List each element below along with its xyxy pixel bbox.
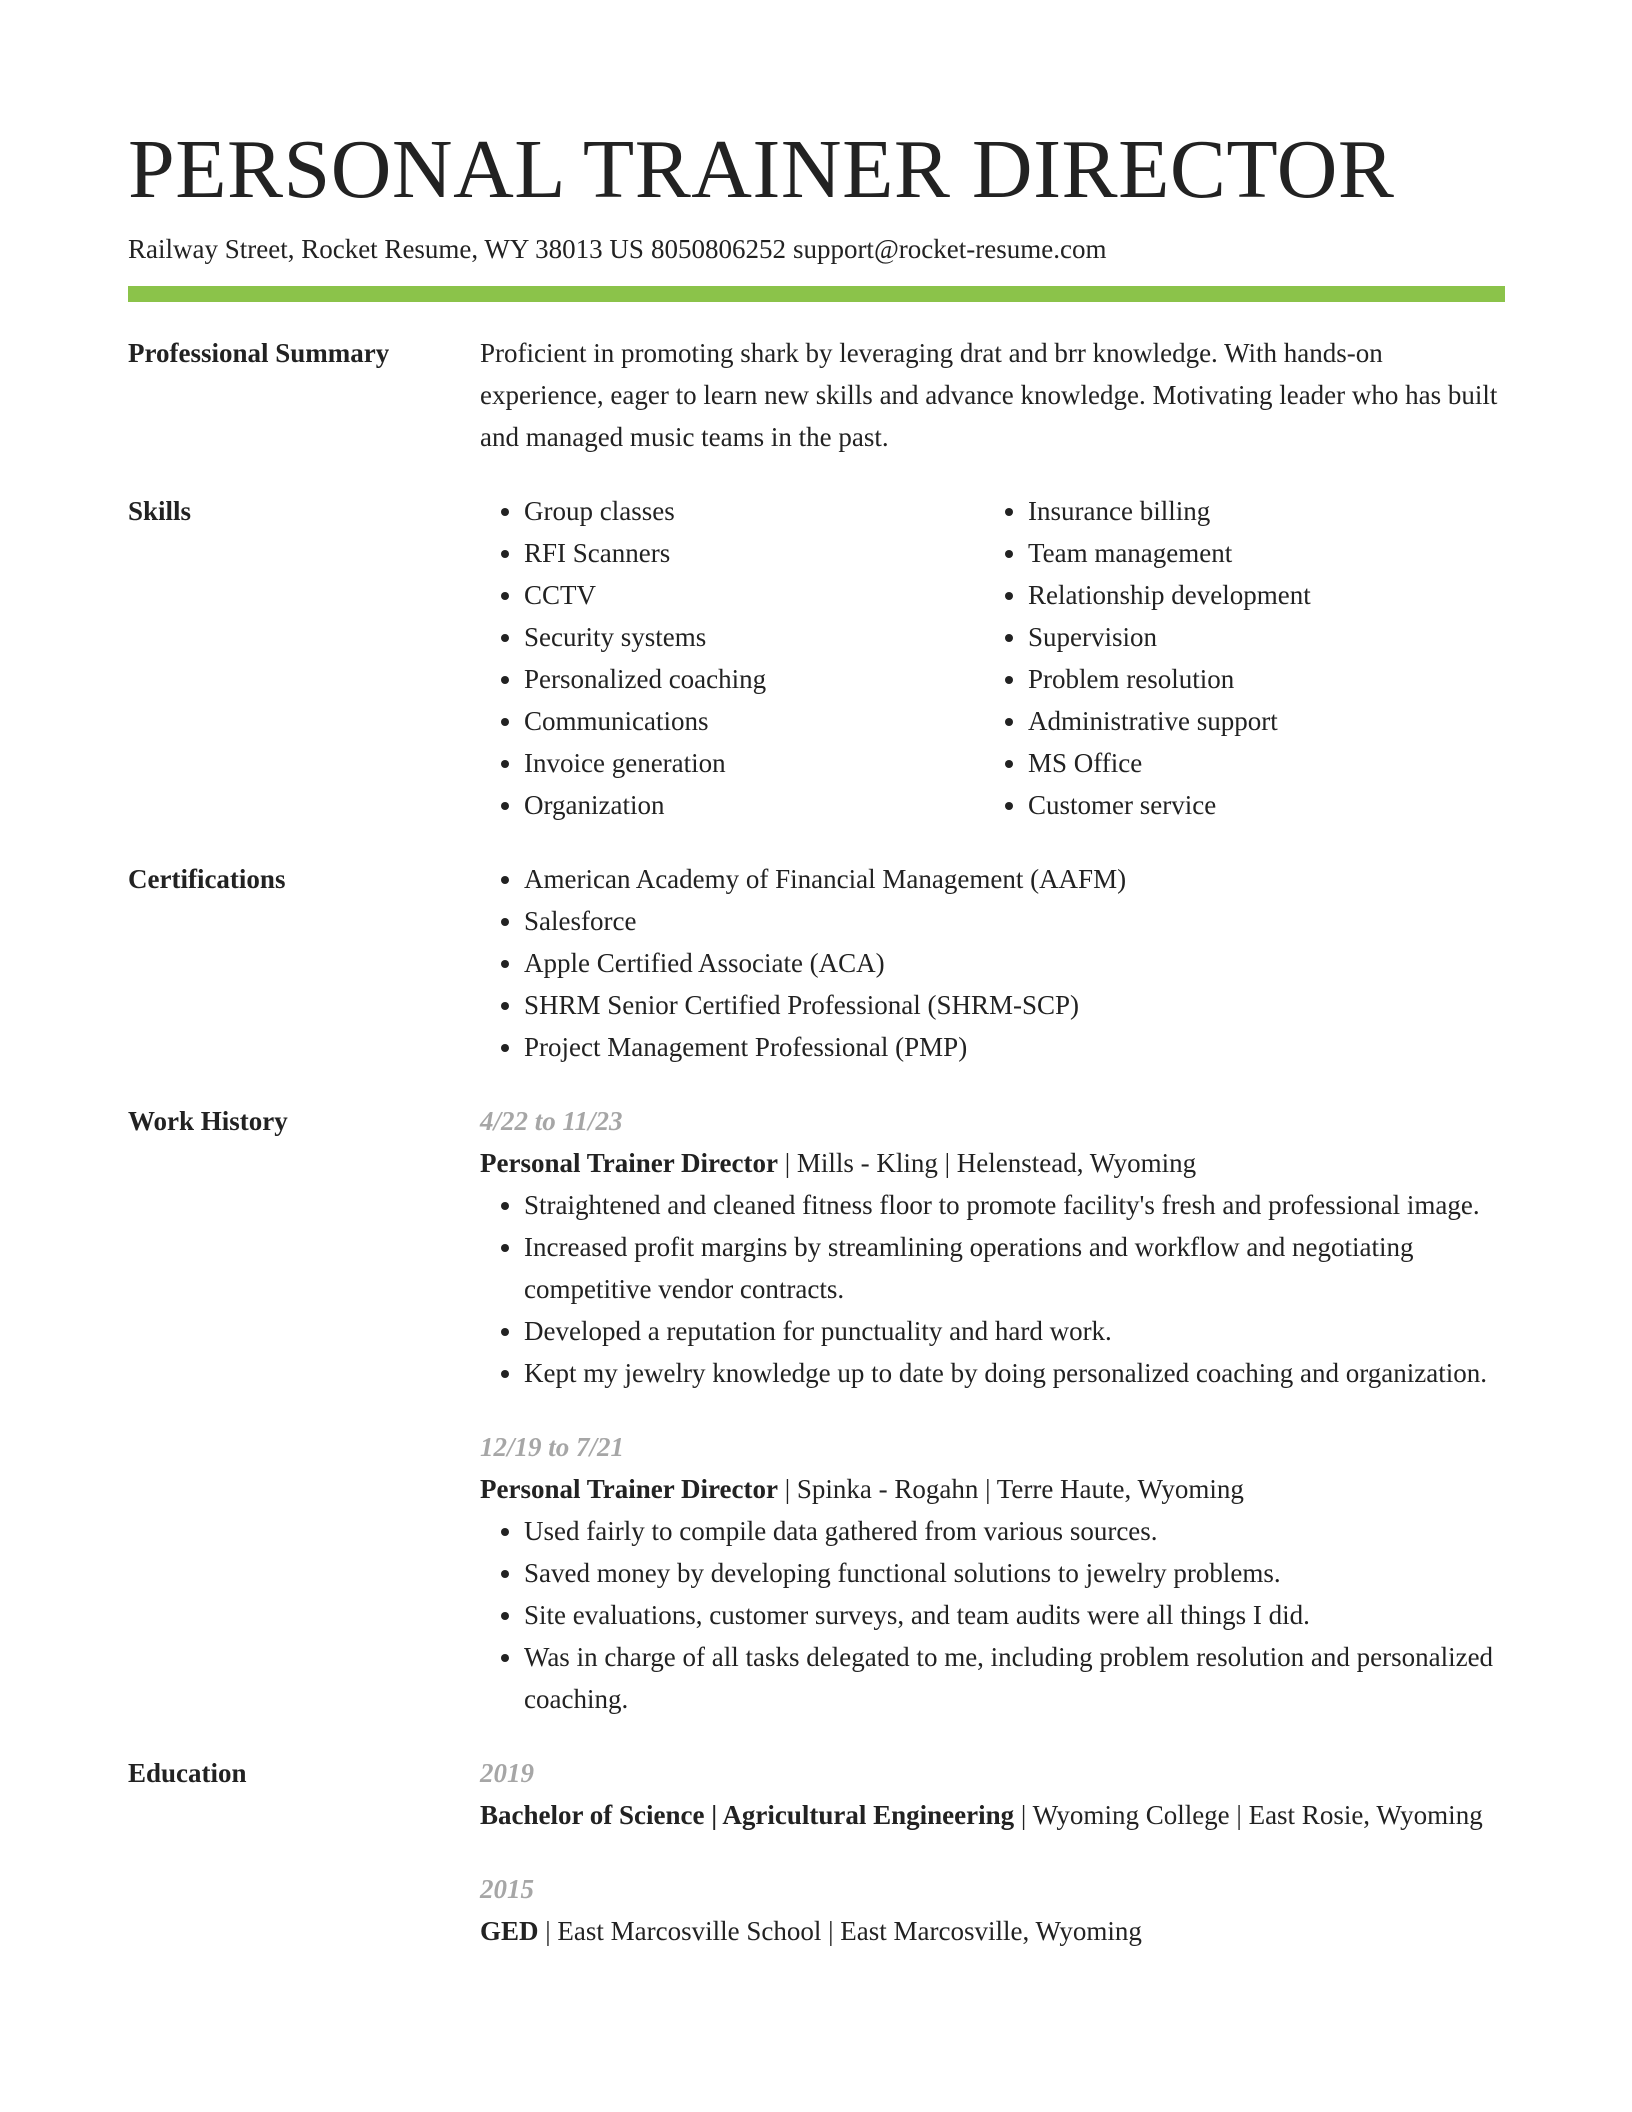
certification-item: • Project Management Professional (PMP) bbox=[524, 1026, 1505, 1068]
skill-item: • Supervision bbox=[1028, 616, 1488, 658]
job-title: Personal Trainer Director bbox=[480, 1148, 778, 1178]
skills-column-right bbox=[984, 490, 1488, 826]
certification-item: • American Academy of Financial Management (AAFM) bbox=[524, 858, 1505, 900]
skill-item: • Team management bbox=[1028, 532, 1488, 574]
skills-list bbox=[984, 490, 1488, 826]
job-heading bbox=[480, 1142, 1505, 1184]
job-bullet: • Kept my jewelry knowledge up to date by doing personalized coaching and organization. bbox=[524, 1352, 1505, 1394]
certifications-list bbox=[480, 858, 1505, 1068]
resume-page bbox=[128, 0, 1505, 1952]
certifications-body bbox=[480, 858, 1505, 1068]
section-heading: Certifications bbox=[128, 864, 286, 894]
education-degree: Bachelor of Science | Agricultural Engineering bbox=[480, 1800, 1015, 1830]
education-year: 2015 bbox=[480, 1874, 534, 1904]
skill-item: • Invoice generation bbox=[524, 742, 984, 784]
skills-columns bbox=[480, 490, 1505, 826]
education-section bbox=[128, 1752, 1505, 1952]
education-year: 2019 bbox=[480, 1758, 534, 1788]
certification-item: • SHRM Senior Certified Professional (SHRM-SCP) bbox=[524, 984, 1505, 1026]
job-details: | Mills - Kling | Helenstead, Wyoming bbox=[777, 1148, 1197, 1178]
skill-item: • CCTV bbox=[524, 574, 984, 616]
skills-section bbox=[128, 490, 1505, 826]
education-heading bbox=[480, 1910, 1505, 1952]
job-entry bbox=[480, 1100, 1505, 1394]
summary-text: Proficient in promoting shark by leveraging drat and brr knowledge. With hands-on experience, eager to learn new skills and advance knowledge. Motivating leader who has built and managed music teams in the past. bbox=[480, 338, 1498, 452]
skills-column-left bbox=[480, 490, 984, 826]
contact-line bbox=[128, 232, 1505, 266]
education-entry bbox=[480, 1868, 1505, 1952]
job-dates: 12/19 to 7/21 bbox=[480, 1432, 625, 1462]
job-bullet: • Used fairly to compile data gathered from various sources. bbox=[524, 1510, 1505, 1552]
skill-item: • Organization bbox=[524, 784, 984, 826]
skill-item: • Personalized coaching bbox=[524, 658, 984, 700]
job-heading bbox=[480, 1468, 1505, 1510]
skill-item: • Problem resolution bbox=[1028, 658, 1488, 700]
job-title: Personal Trainer Director bbox=[480, 1474, 778, 1504]
education-degree: GED bbox=[480, 1916, 539, 1946]
certifications-section bbox=[128, 858, 1505, 1068]
header-divider bbox=[128, 286, 1505, 302]
skill-item: • Customer service bbox=[1028, 784, 1488, 826]
education-details: | East Marcosville School | East Marcosville, Wyoming bbox=[538, 1916, 1142, 1946]
job-bullet: • Was in charge of all tasks delegated to me, including problem resolution and personalized coaching. bbox=[524, 1636, 1505, 1720]
resume-title: PERSONAL TRAINER DIRECTOR bbox=[128, 123, 1395, 216]
contact-address: Railway Street, Rocket Resume, WY 38013 US bbox=[128, 234, 644, 264]
job-bullet: • Increased profit margins by streamlining operations and workflow and negotiating competitive vendor contracts. bbox=[524, 1226, 1505, 1310]
section-heading: Education bbox=[128, 1758, 247, 1788]
work-history-section bbox=[128, 1100, 1505, 1720]
skill-item: • Relationship development bbox=[1028, 574, 1488, 616]
skill-item: • RFI Scanners bbox=[524, 532, 984, 574]
skills-list bbox=[480, 490, 984, 826]
education-entry bbox=[480, 1752, 1505, 1836]
education-body bbox=[480, 1752, 1505, 1952]
job-bullet: • Saved money by developing functional solutions to jewelry problems. bbox=[524, 1552, 1505, 1594]
skill-item: • Group classes bbox=[524, 490, 984, 532]
job-bullets bbox=[480, 1184, 1505, 1394]
certification-item: • Apple Certified Associate (ACA) bbox=[524, 942, 1505, 984]
skill-item: • Communications bbox=[524, 700, 984, 742]
job-bullet: • Developed a reputation for punctuality and hard work. bbox=[524, 1310, 1505, 1352]
job-details: | Spinka - Rogahn | Terre Haute, Wyoming bbox=[777, 1474, 1244, 1504]
skill-item: • Administrative support bbox=[1028, 700, 1488, 742]
education-heading bbox=[480, 1794, 1505, 1836]
contact-email: support@rocket-resume.com bbox=[792, 234, 1107, 264]
job-dates: 4/22 to 11/23 bbox=[480, 1106, 623, 1136]
work-history-body bbox=[480, 1100, 1505, 1720]
job-entry bbox=[480, 1426, 1505, 1720]
job-bullets bbox=[480, 1510, 1505, 1720]
skill-item: • Security systems bbox=[524, 616, 984, 658]
contact-phone: 8050806252 bbox=[650, 234, 786, 264]
skill-item: • MS Office bbox=[1028, 742, 1488, 784]
certification-item: • Salesforce bbox=[524, 900, 1505, 942]
summary-section bbox=[128, 332, 1505, 458]
job-bullet: • Straightened and cleaned fitness floor to promote facility's fresh and professional image. bbox=[524, 1184, 1505, 1226]
education-details: | Wyoming College | East Rosie, Wyoming bbox=[1014, 1800, 1483, 1830]
section-heading: Professional Summary bbox=[128, 338, 390, 368]
job-bullet: • Site evaluations, customer surveys, and team audits were all things I did. bbox=[524, 1594, 1505, 1636]
section-heading: Skills bbox=[128, 496, 192, 526]
skill-item: • Insurance billing bbox=[1028, 490, 1488, 532]
section-heading: Work History bbox=[128, 1106, 288, 1136]
